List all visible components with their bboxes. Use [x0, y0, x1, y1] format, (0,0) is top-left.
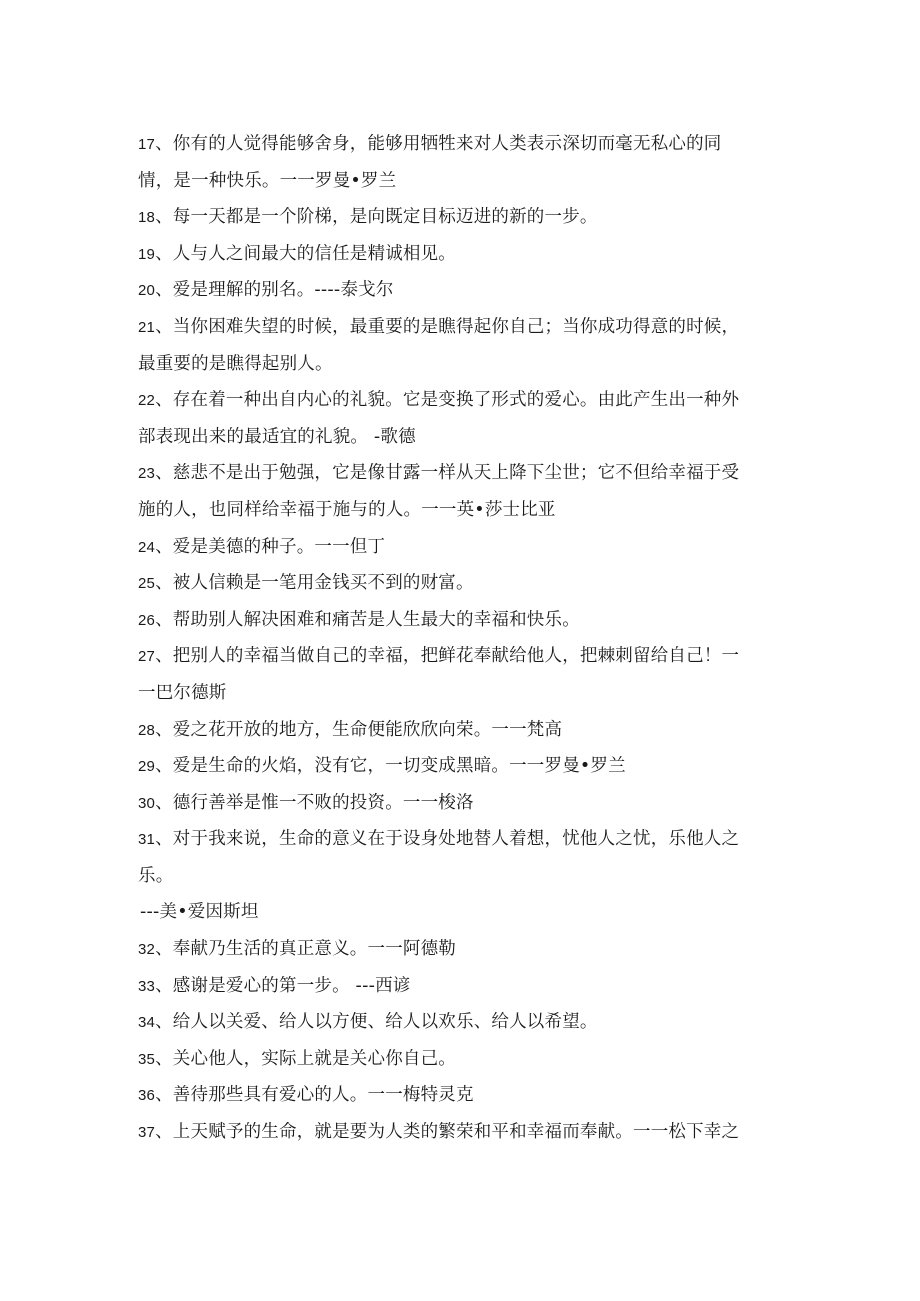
text-line: [138, 199, 778, 236]
text-line: [138, 858, 778, 895]
item-number: 19: [138, 245, 156, 263]
item-number: 17: [138, 136, 156, 153]
item-number: 30: [138, 794, 156, 812]
line-text: 、慈悲不是出于勉强，它是像甘露一样从天上降下尘世；它不但给幸福于受: [155, 463, 740, 484]
line-text: ---美•爱因斯坦: [140, 902, 259, 923]
line-text: 、把别人的幸福当做自己的幸福，把鲜花奉献给他人，把棘刺留给自己！一: [155, 646, 740, 667]
text-line: [138, 1041, 778, 1078]
line-text: 部表现出来的最适宜的礼貌。 -歌德: [138, 426, 416, 447]
line-text: 、给人以关爱、给人以方便、给人以欢乐、给人以希望。: [155, 1012, 598, 1033]
text-line: [138, 309, 778, 346]
line-text: 、爱之花开放的地方，生命便能欣欣向荣。一一梵高: [155, 719, 563, 740]
line-text: 、关心他人，实际上就是关心你自己。: [155, 1048, 456, 1069]
text-line: [138, 455, 778, 492]
line-text: 、奉献乃生活的真正意义。一一阿德勒: [155, 939, 456, 960]
text-line: [138, 894, 778, 931]
item-number: 22: [138, 392, 156, 410]
line-text: 、当你困难失望的时候，最重要的是瞧得起你自己；当你成功得意的时候，: [155, 316, 740, 337]
text-line: [138, 821, 778, 858]
line-text: 、帮助别人解决困难和痛苦是人生最大的幸福和快乐。: [155, 609, 580, 630]
line-text: 一巴尔德斯: [138, 682, 227, 703]
line-text: 、被人信赖是一笔用金钱买不到的财富。: [155, 573, 474, 594]
line-text: 、爱是生命的火焰，没有它，一切变成黑暗。一一罗曼•罗兰: [155, 756, 626, 777]
item-number: 37: [138, 1124, 156, 1142]
text-line: [138, 675, 778, 712]
item-number: 31: [138, 831, 156, 849]
text-line: [138, 492, 778, 529]
text-line: [138, 712, 778, 749]
line-text: 、对于我来说，生命的意义在于设身处地替人着想，忧他人之忧，乐他人之: [155, 829, 740, 850]
line-text: 施的人，也同样给幸福于施与的人。一一英•莎士比亚: [138, 499, 556, 520]
text-line: [138, 346, 778, 383]
line-text: 、爱是理解的别名。----泰戈尔: [155, 280, 394, 301]
text-line: [138, 602, 778, 639]
item-number: 24: [138, 538, 156, 556]
line-text: 最重要的是瞧得起别人。: [138, 353, 333, 374]
text-line: [138, 1077, 778, 1114]
item-number: 26: [138, 611, 156, 629]
item-number: 32: [138, 941, 156, 959]
line-text: 、人与人之间最大的信任是精诚相见。: [155, 243, 456, 264]
item-number: 25: [138, 575, 156, 593]
text-line: [138, 163, 778, 200]
item-number: 18: [138, 209, 156, 227]
line-text: 情，是一种快乐。一一罗曼•罗兰: [138, 170, 397, 191]
item-number: 33: [138, 977, 156, 995]
line-text: 、感谢是爱心的第一步。 ---西谚: [155, 975, 411, 996]
item-number: 36: [138, 1087, 156, 1105]
line-text: 、你有的人觉得能够舍身，能够用牺牲来对人类表示深切而毫无私心的同: [155, 134, 722, 154]
item-number: 28: [138, 721, 156, 739]
text-line: [138, 565, 778, 602]
text-line: [138, 748, 778, 785]
item-number: 29: [138, 758, 156, 776]
item-number: 23: [138, 465, 156, 483]
item-number: 27: [138, 648, 156, 666]
line-text: 、上天赋予的生命，就是要为人类的繁荣和平和幸福而奉献。一一松下幸之: [155, 1122, 740, 1143]
text-line: [138, 126, 778, 163]
text-line: [138, 529, 778, 566]
item-number: 21: [138, 318, 156, 336]
text-line: [138, 931, 778, 968]
text-line: [138, 419, 778, 456]
item-number: 20: [138, 282, 156, 300]
line-text: 、存在着一种出自内心的礼貌。它是变换了形式的爱心。由此产生出一种外: [155, 390, 740, 411]
line-text: 乐。: [138, 865, 174, 886]
text-line: [138, 638, 778, 675]
text-line: [138, 236, 778, 273]
item-number: 34: [138, 1014, 156, 1032]
line-text: 、爱是美德的种子。一一但丁: [155, 536, 386, 557]
text-line: [138, 382, 778, 419]
line-text: 、善待那些具有爱心的人。一一梅特灵克: [155, 1085, 474, 1106]
item-number: 35: [138, 1050, 156, 1068]
text-line: [138, 1004, 778, 1041]
text-line: [138, 1114, 778, 1151]
line-text: 、每一天都是一个阶梯，是向既定目标迈进的新的一步。: [155, 207, 598, 228]
text-line: [138, 785, 778, 822]
text-line: [138, 968, 778, 1005]
line-text: 、德行善举是惟一不败的投资。一一梭洛: [155, 792, 474, 813]
quote-list: [138, 126, 778, 1151]
text-line: [138, 272, 778, 309]
